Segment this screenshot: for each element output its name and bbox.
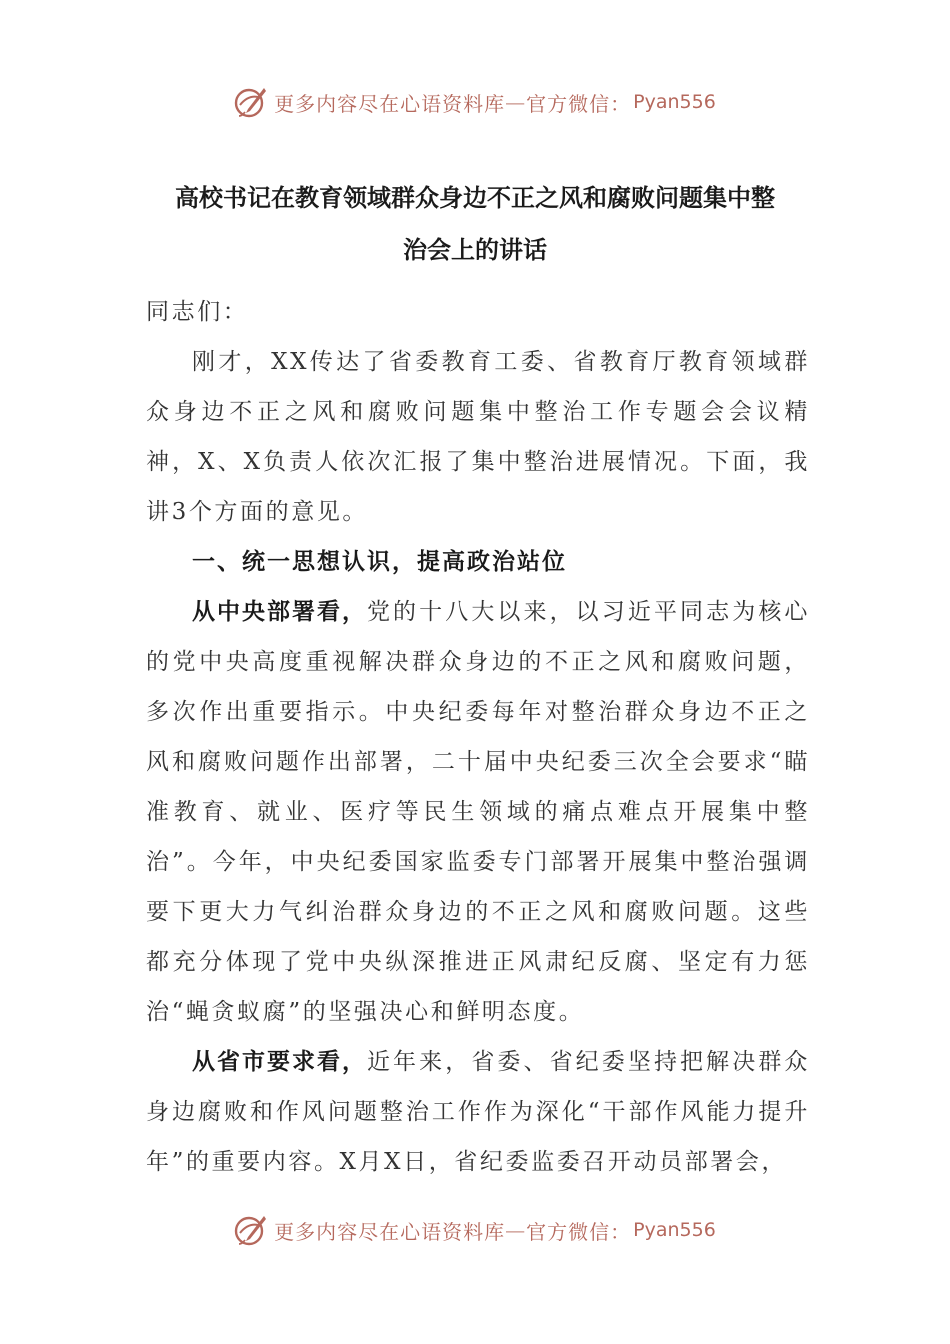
paragraph-lead: 从中央部署看， xyxy=(192,599,367,625)
banner-dash: — xyxy=(505,1218,527,1242)
paragraph-body: 党的十八大以来，以习近平同志为核心的党中央高度重视解决群众身边的不正之风和腐败问题，多次作出重要指示。中央纪委每年对整治群众身边不正之风和腐败问题作出部署，二十届中央纪委三次全会要求“瞄准教育、就业、医疗等民生领域的痛点难点开展集中整治”。今年，中央纪委国家监委专门部署开展集中整治强调要下更大力气纠治群众身边的不正之风和腐败问题。这些都充分体现了党中央纵深推进正风肃纪反腐、坚定有力惩治“蝇贪蚁腐”的坚强决心和鲜明态度。 xyxy=(146,599,811,1025)
banner-wechat-label: 官方微信： xyxy=(526,1219,632,1244)
section-heading: 一、统一思想认识，提高政治站位 xyxy=(192,549,567,575)
paragraph-central-deployment xyxy=(146,587,810,1037)
header-banner xyxy=(0,82,950,122)
document-title-line2: 治会上的讲话 xyxy=(403,236,547,264)
banner-wechat-label: 官方微信： xyxy=(526,91,632,116)
salutation: 同志们： xyxy=(146,299,249,325)
document-title-line1: 高校书记在教育领域群众身边不正之风和腐败问题集中整 xyxy=(175,184,775,212)
paragraph-body: 近年来，省委、省纪委坚持把解决群众身边腐败和作风问题整治工作作为深化“干部作风能力提升年”的重要内容。X月X日，省纪委监委召开动员部署会， xyxy=(146,1049,811,1175)
banner-wechat-id: Pyan556 xyxy=(633,91,716,113)
intro-paragraph: 刚才，XX传达了省委教育工委、省教育厅教育领域群众身边不正之风和腐败问题集中整治工作专题会会议精神，X、X负责人依次汇报了集中整治进展情况。下面，我讲3个方面的意见。 xyxy=(146,349,810,525)
paragraph-provincial-requirements xyxy=(146,1037,810,1187)
quill-logo-icon xyxy=(234,85,268,119)
banner-text: 更多内容尽在心语资料库 xyxy=(274,1219,506,1244)
banner-text: 更多内容尽在心语资料库 xyxy=(274,91,506,116)
banner-dash: — xyxy=(505,90,527,114)
footer-banner xyxy=(0,1210,950,1250)
banner-wechat-id: Pyan556 xyxy=(633,1219,716,1241)
quill-logo-icon xyxy=(234,1213,268,1247)
document-body xyxy=(146,287,810,1187)
paragraph-lead: 从省市要求看， xyxy=(192,1049,367,1075)
